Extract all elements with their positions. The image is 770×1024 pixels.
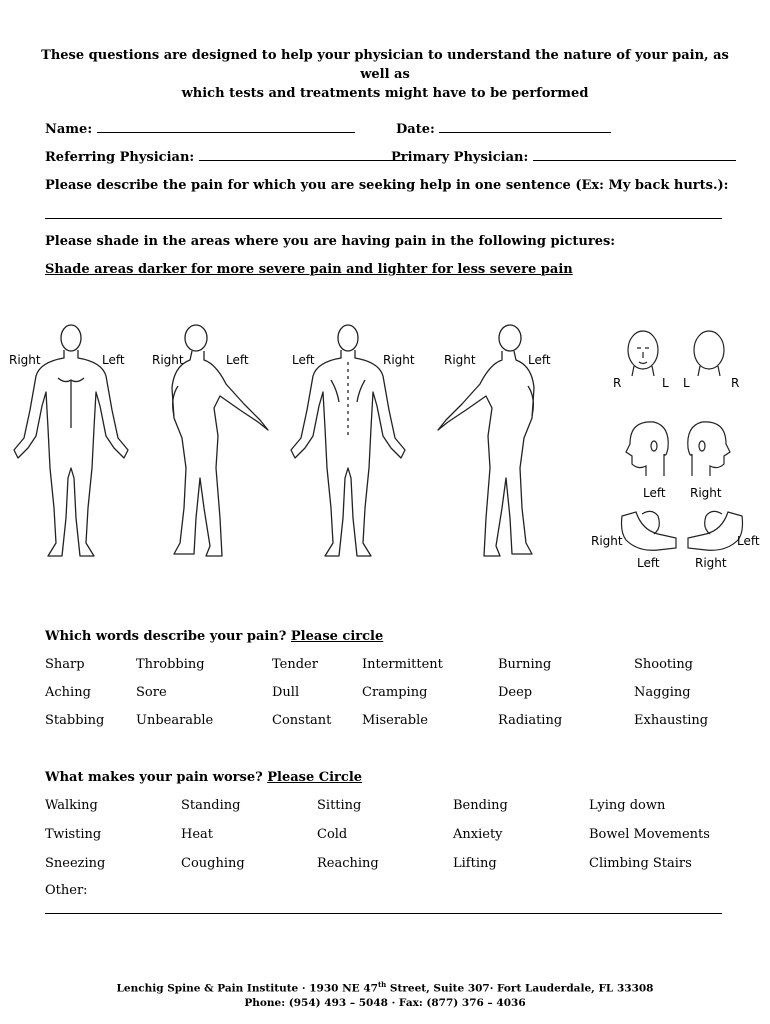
- shade-note: Shade areas darker for more severe pain and lighter for less severe pain: [45, 262, 573, 277]
- side2-right-label: Right: [444, 353, 476, 367]
- pain-word[interactable]: Intermittent: [362, 657, 443, 672]
- pain-word[interactable]: Sore: [136, 685, 167, 700]
- worse-word[interactable]: Standing: [181, 798, 241, 813]
- head-side-right-label: Right: [690, 486, 722, 500]
- pain-word[interactable]: Throbbing: [136, 657, 205, 672]
- pain-word[interactable]: Dull: [272, 685, 300, 700]
- date-field[interactable]: [396, 121, 611, 137]
- head-front-r-label: R: [613, 376, 622, 390]
- footer-address-sup: th: [377, 980, 387, 989]
- feet-bottom-right-label: Right: [695, 556, 727, 570]
- pain-word[interactable]: Deep: [498, 685, 533, 700]
- referring-blank[interactable]: [199, 149, 407, 161]
- worse-heading: [45, 770, 362, 785]
- referring-field[interactable]: [45, 149, 407, 165]
- describe-label: Please describe the pain for which you are seeking help in one sentence (Ex: My back hurts.):: [45, 178, 729, 193]
- describe-words-heading-text: Which words describe your pain?: [45, 629, 287, 644]
- footer-phone: Phone: (954) 493 – 5048 · Fax: (877) 376 – 4036: [244, 996, 526, 1009]
- head-back-figure[interactable]: [686, 328, 732, 378]
- worse-word[interactable]: Coughing: [181, 856, 245, 871]
- pain-word[interactable]: Nagging: [634, 685, 691, 700]
- footer-address-b: Street, Suite 307· Fort Lauderdale, FL 33308: [386, 982, 654, 995]
- worse-word[interactable]: Heat: [181, 827, 214, 842]
- back-right-label: Right: [383, 353, 415, 367]
- date-blank[interactable]: [439, 121, 611, 133]
- pain-word[interactable]: Cramping: [362, 685, 428, 700]
- side1-left-label: Left: [226, 353, 249, 367]
- front-body-figure[interactable]: [10, 318, 132, 568]
- worse-word[interactable]: Walking: [45, 798, 98, 813]
- front-right-label: Right: [9, 353, 41, 367]
- pain-word[interactable]: Radiating: [498, 713, 563, 728]
- head-back-l-label: L: [683, 376, 690, 390]
- side1-right-label: Right: [152, 353, 184, 367]
- primary-field[interactable]: [391, 149, 736, 165]
- head-side-left-label: Left: [643, 486, 666, 500]
- side-body-figure-1[interactable]: [160, 318, 272, 568]
- side2-left-label: Left: [528, 353, 551, 367]
- head-front-l-label: L: [662, 376, 669, 390]
- pain-word[interactable]: Sharp: [45, 657, 85, 672]
- worse-word[interactable]: Lifting: [453, 856, 497, 871]
- worse-word[interactable]: Twisting: [45, 827, 102, 842]
- back-body-figure[interactable]: [287, 318, 409, 568]
- feet-left-label: Left: [737, 534, 760, 548]
- pain-word[interactable]: Unbearable: [136, 713, 214, 728]
- name-label: Name:: [45, 122, 93, 137]
- pain-word[interactable]: Stabbing: [45, 713, 105, 728]
- side-body-figure-2[interactable]: [434, 318, 546, 568]
- pain-word[interactable]: Constant: [272, 713, 332, 728]
- back-left-label: Left: [292, 353, 315, 367]
- worse-action: Please Circle: [267, 770, 363, 785]
- worse-word[interactable]: Lying down: [589, 798, 666, 813]
- head-back-r-label: R: [731, 376, 740, 390]
- worse-word[interactable]: Sitting: [317, 798, 362, 813]
- worse-word[interactable]: Climbing Stairs: [589, 856, 692, 871]
- worse-heading-text: What makes your pain worse?: [45, 770, 263, 785]
- describe-blank[interactable]: [45, 218, 722, 219]
- footer-address-a: Lenchig Spine & Pain Institute · 1930 NE 47: [116, 982, 378, 995]
- feet-bottom-left-label: Left: [637, 556, 660, 570]
- referring-label: Referring Physician:: [45, 150, 195, 165]
- worse-word[interactable]: Bowel Movements: [589, 827, 710, 842]
- primary-blank[interactable]: [533, 149, 736, 161]
- worse-word[interactable]: Anxiety: [453, 827, 503, 842]
- intro-line-1: These questions are designed to help your physician to understand the nature of your pain, as well as: [41, 48, 729, 82]
- worse-word[interactable]: Cold: [317, 827, 348, 842]
- date-label: Date:: [396, 122, 435, 137]
- shade-instruction: Please shade in the areas where you are having pain in the following pictures:: [45, 234, 616, 249]
- other-blank[interactable]: [45, 913, 722, 914]
- pain-word[interactable]: Burning: [498, 657, 552, 672]
- footer-address: [60, 978, 710, 996]
- intro-line-2: which tests and treatments might have to be performed: [181, 86, 589, 101]
- pain-word[interactable]: Miserable: [362, 713, 428, 728]
- describe-words-action: Please circle: [290, 629, 384, 644]
- pain-word[interactable]: Aching: [45, 685, 91, 700]
- intro-text: [40, 46, 730, 103]
- pain-word[interactable]: Tender: [272, 657, 318, 672]
- footer: [60, 978, 710, 1010]
- worse-word[interactable]: Bending: [453, 798, 508, 813]
- describe-words-heading: [45, 629, 383, 644]
- worse-word[interactable]: Sneezing: [45, 856, 106, 871]
- feet-left-figure[interactable]: [684, 506, 746, 556]
- feet-right-label: Right: [591, 534, 623, 548]
- head-right-side-figure[interactable]: [684, 418, 732, 480]
- name-field[interactable]: [45, 121, 355, 137]
- worse-word[interactable]: Reaching: [317, 856, 379, 871]
- head-front-figure[interactable]: [620, 328, 666, 378]
- head-left-side-figure[interactable]: [624, 418, 672, 480]
- feet-right-figure[interactable]: [618, 506, 680, 556]
- other-label: Other:: [45, 883, 88, 898]
- name-blank[interactable]: [97, 121, 355, 133]
- pain-word[interactable]: Exhausting: [634, 713, 709, 728]
- pain-word[interactable]: Shooting: [634, 657, 694, 672]
- front-left-label: Left: [102, 353, 125, 367]
- primary-label: Primary Physician:: [391, 150, 529, 165]
